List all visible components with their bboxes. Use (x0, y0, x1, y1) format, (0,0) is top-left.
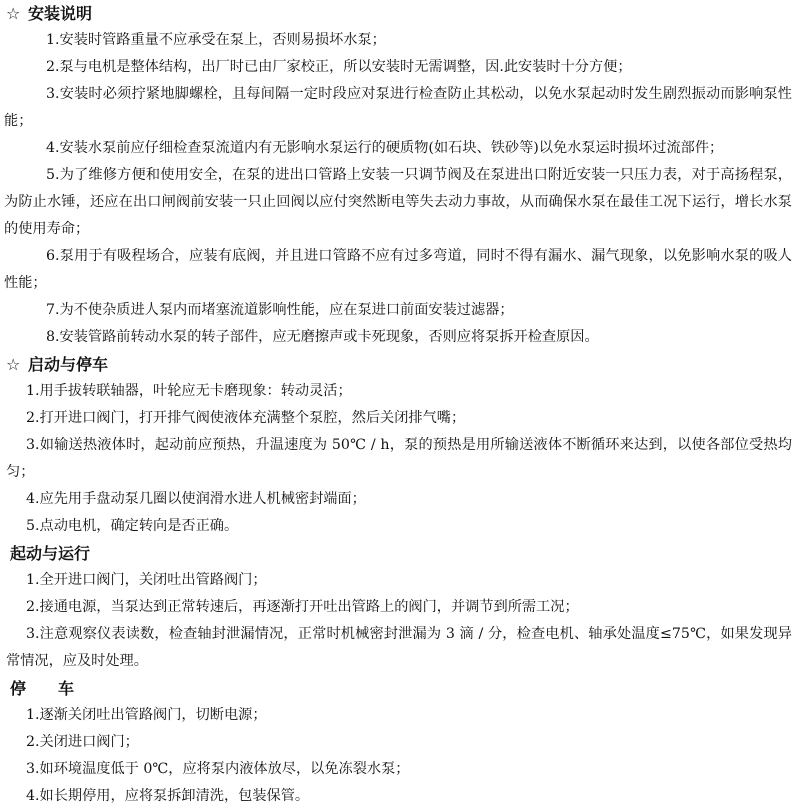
list-item: 2.关闭进口阀门； (26, 734, 139, 750)
section-title: 安装说明 (28, 4, 93, 23)
list-item: 8.安装管路前转动水泵的转子部件，应无磨擦声或卡死现象，否则应将泵拆开检查原因。 (46, 329, 599, 345)
section-heading (0, 675, 800, 702)
list-item: 3.注意观察仪表读数，检查轴封泄漏情况，正常时机械密封泄漏为 3 滴 / 分，检查电机、轴承处温度≤75℃，如果发现异常情况，应及时处理。 (6, 626, 792, 669)
section-title: 停 车 (10, 679, 75, 698)
section-title: 启动与停车 (28, 355, 109, 374)
list-item: 4.如长期停用，应将泵拆卸清洗，包装保管。 (26, 788, 310, 804)
list-item: 7.为不使杂质进人泵内而堵塞流道影响性能，应在泵进口前面安装过滤器； (46, 302, 514, 318)
list-item: 2.泵与电机是整体结构，出厂时已由厂家校正，所以安装时无需调整，因.此安装时十分方便； (46, 59, 632, 75)
list-item: 1.全开进口阀门，关闭吐出管路阀门； (26, 572, 267, 588)
list-item: 1.逐渐关闭吐出管路阀门，切断电源； (26, 707, 267, 723)
list-item: 6.泵用于有吸程场合，应装有底阀，并且进口管路不应有过多弯道，同时不得有漏水、漏气现象，以免影响水泵的吸人性能； (4, 248, 792, 291)
section-start-run (0, 540, 800, 675)
star-icon: ☆ (6, 355, 21, 374)
list-item: 2.打开进口阀门，打开排气阀使液体充满整个泵腔，然后关闭排气嘴； (26, 410, 466, 426)
list-item: 3.安装时必须拧紧地脚螺栓，且每间隔一定时段应对泵进行检查防止其松动，以免水泵起动时发生剧烈振动而影响泵性能； (4, 86, 792, 129)
list-item: 5.为了维修方便和使用安全，在泵的进出口管路上安装一只调节阀及在泵进出口附近安装一只压力表，对于高扬程泵，为防止水锤，还应在出口闸阀前安装一只止回阀以应付突然断电等失去动力事故，从而确保水泵在最佳工况下运行，增长水泵的使用寿命； (4, 167, 792, 237)
list-item: 3.如输送热液体时，起动前应预热，升温速度为 50℃ / h，泵的预热是用所输送液体不断循环来达到，以使各部位受热均匀； (6, 437, 792, 480)
list-item: 5.点动电机，确定转向是否正确。 (26, 518, 239, 534)
list-item: 3.如环境温度低于 0℃，应将泵内液体放尽，以免冻裂水泵； (26, 761, 410, 777)
list-item: 1.用手拔转联轴器，叶轮应无卡磨现象：转动灵活； (26, 383, 352, 399)
star-icon: ☆ (6, 4, 21, 23)
section-heading (0, 351, 800, 378)
section-start-stop (0, 351, 800, 540)
list-item: 4.应先用手盘动泵几圈以使润滑水进人机械密封端面； (26, 491, 366, 507)
section-heading (0, 0, 800, 27)
section-title: 起动与运行 (10, 544, 91, 563)
section-shutdown (0, 675, 800, 810)
section-heading (0, 540, 800, 567)
list-item: 2.接通电源，当泵达到正常转速后，再逐渐打开吐出管路上的阀门，并调节到所需工况； (26, 599, 579, 615)
list-item: 1.安装时管路重量不应承受在泵上，否则易损坏水泵； (46, 32, 386, 48)
section-installation (0, 0, 800, 351)
list-item: 4.安装水泵前应仔细检查泵流道内有无影响水泵运行的硬质物(如石块、铁砂等)以免水泵运时损坏过流部件； (46, 140, 724, 156)
